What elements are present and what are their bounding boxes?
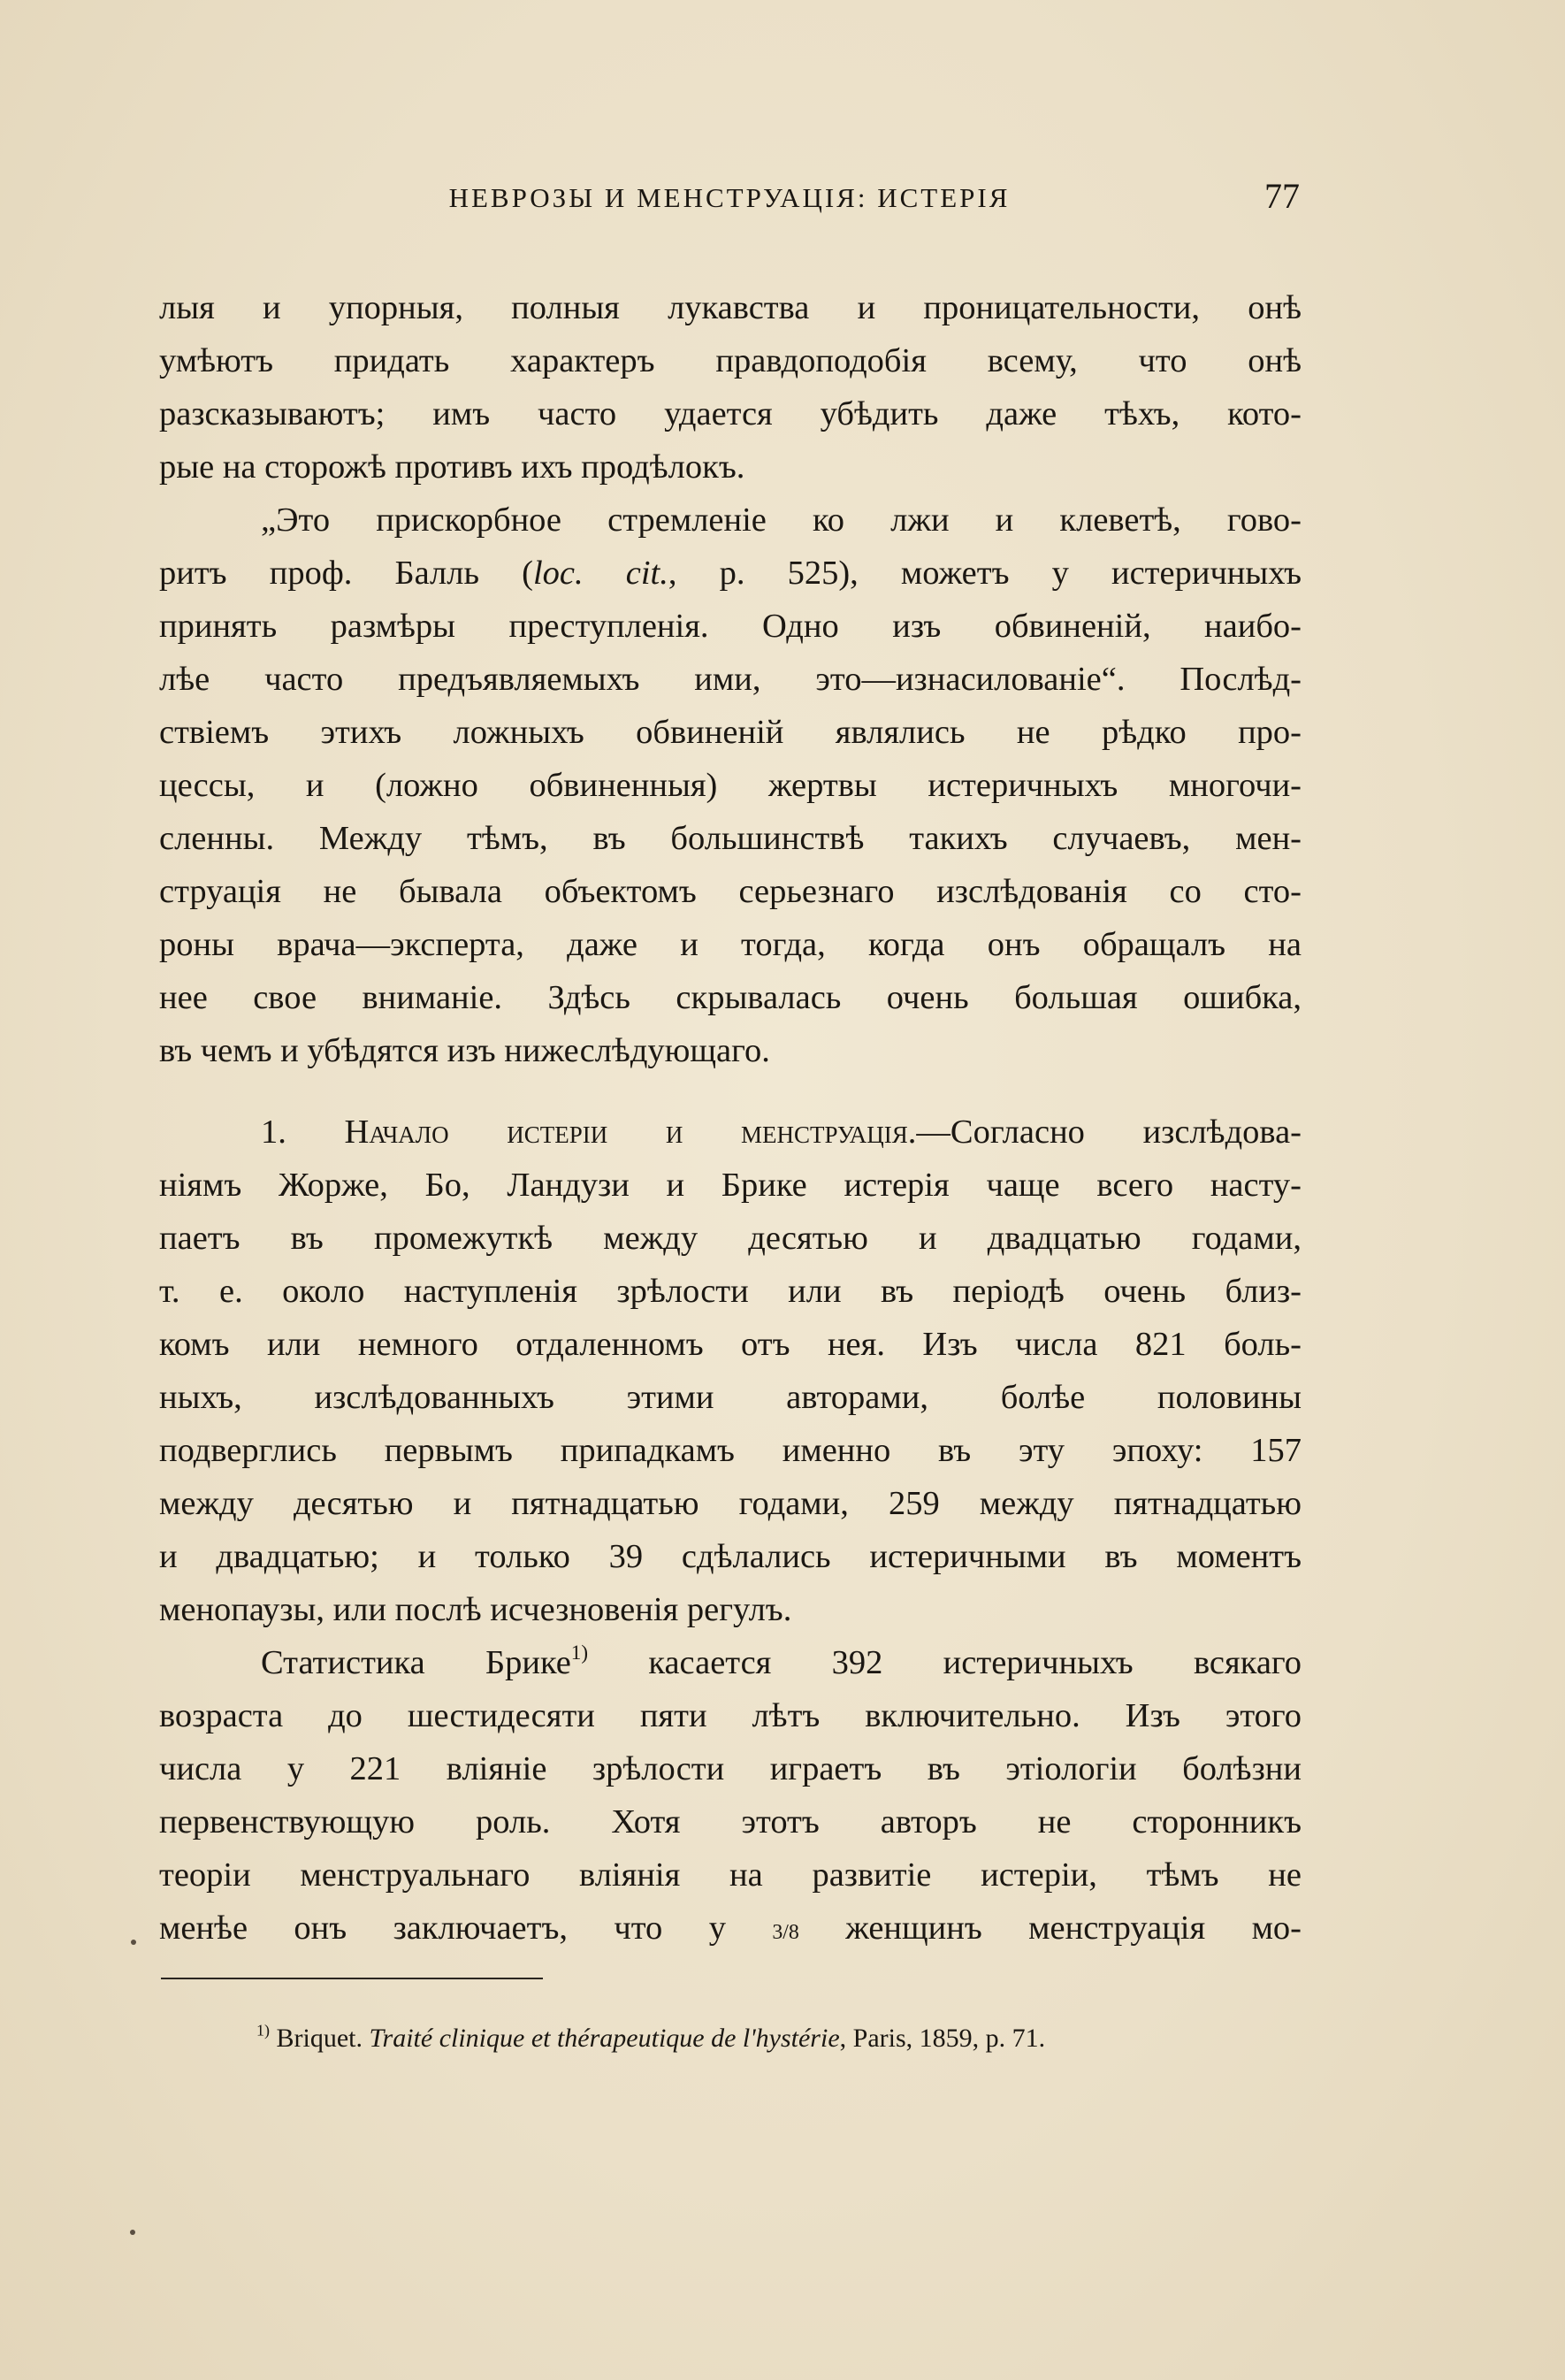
text-line: первенствующую роль. Хотя этотъ авторъ не сторонникъ bbox=[159, 1803, 1302, 1840]
text-line: числа у 221 вліяніе зрѣлости играетъ въ этіологіи болѣзни bbox=[159, 1750, 1302, 1787]
paper-speck bbox=[130, 2230, 135, 2235]
footnote bbox=[256, 2019, 1302, 2058]
text-line: нее свое вниманіе. Здѣсь скрывалась очень большая ошибка, bbox=[159, 979, 1302, 1016]
text-line-fraction: менѣе онъ заключаетъ, что у 3/8 женщинъ менструація мо- bbox=[159, 1909, 1302, 1947]
text-line: ныхъ, изслѣдованныхъ этими авторами, болѣе половины bbox=[159, 1379, 1302, 1416]
paragraph-quote bbox=[159, 494, 1302, 1077]
fraction: 3/8 bbox=[772, 1921, 799, 1944]
running-header bbox=[159, 175, 1300, 228]
footnote-divider bbox=[161, 1978, 543, 1979]
footnote-publication: , Paris, 1859, p. 71. bbox=[839, 2024, 1046, 2053]
section-paragraph bbox=[159, 1106, 1302, 1636]
text-line: въ чемъ и убѣдятся изъ нижеслѣдующаго. bbox=[159, 1032, 770, 1069]
text-line: паетъ въ промежуткѣ между десятью и двадцатью годами, bbox=[159, 1220, 1302, 1257]
text-line: сленны. Между тѣмъ, въ большинствѣ такихъ случаевъ, мен- bbox=[159, 820, 1302, 857]
citation-italic: loc. cit. bbox=[532, 555, 668, 592]
text-line: менопаузы, или послѣ исчезновенія регулъ. bbox=[159, 1591, 792, 1628]
text-line: рые на сторожѣ противъ ихъ продѣлокъ. bbox=[159, 448, 745, 486]
text-line: лыя и упорныя, полныя лукавства и проницательности, онѣ bbox=[159, 289, 1302, 326]
text-line: струація не бывала объектомъ серьезнаго изслѣдованія со сто- bbox=[159, 873, 1302, 910]
text-line: и двадцатью; и только 39 сдѣлались истеричными въ моментъ bbox=[159, 1538, 1302, 1575]
text-line: цессы, и (ложно обвиненныя) жертвы истеричныхъ многочи- bbox=[159, 767, 1302, 804]
running-title: НЕВРОЗЫ И МЕНСТРУАЦІЯ: ИСТЕРІЯ bbox=[448, 182, 1011, 213]
text-line: теоріи менструальнаго вліянія на развитіе истеріи, тѣмъ не bbox=[159, 1856, 1302, 1894]
section-heading: Начало истеріи и менструація. bbox=[344, 1113, 917, 1151]
text-line: ствіемъ этихъ ложныхъ обвиненій являлись не рѣдко про- bbox=[159, 714, 1302, 751]
text-line: комъ или немного отдаленномъ отъ нея. Изъ числа 821 боль- bbox=[159, 1326, 1302, 1363]
section-number: 1. bbox=[261, 1113, 286, 1151]
text-line: „Это прискорбное стремленіе ко лжи и клеветѣ, гово- bbox=[261, 501, 1302, 539]
text-line: между десятью и пятнадцатью годами, 259 между пятнадцатью bbox=[159, 1485, 1302, 1522]
footnote-marker: 1) bbox=[256, 2021, 270, 2039]
footnote-reference: 1) bbox=[570, 1640, 589, 1664]
footnote-title: Traité clinique et thérapeutique de l'hystérie bbox=[369, 2024, 840, 2053]
paragraph-statistics bbox=[159, 1636, 1302, 1955]
text-block-section bbox=[159, 1106, 1302, 1955]
text-line: роны врача—эксперта, даже и тогда, когда онъ обращалъ на bbox=[159, 926, 1302, 963]
page-number: 77 bbox=[1264, 176, 1300, 216]
footnote-author: Briquet. bbox=[276, 2024, 363, 2053]
text-line: т. е. около наступленія зрѣлости или въ періодѣ очень близ- bbox=[159, 1273, 1302, 1310]
text-line: подверглись первымъ припадкамъ именно въ эту эпоху: 157 bbox=[159, 1432, 1302, 1469]
section-heading-line: 1. Начало истеріи и менструація.—Согласно изслѣдова- bbox=[261, 1113, 1302, 1151]
text-line: принять размѣры преступленія. Одно изъ обвиненій, наибо- bbox=[159, 608, 1302, 645]
text-line: возраста до шестидесяти пяти лѣтъ включительно. Изъ этого bbox=[159, 1697, 1302, 1734]
paper-speck bbox=[131, 1940, 136, 1945]
text-line: ніямъ Жорже, Бо, Ландузи и Брике истерія чаще всего насту- bbox=[159, 1167, 1302, 1204]
paragraph-continued bbox=[159, 281, 1302, 494]
text-block-upper bbox=[159, 281, 1302, 1077]
text-line: лѣе часто предъявляемыхъ ими, это—изнасилованіе“. Послѣд- bbox=[159, 661, 1302, 698]
text-line: разсказываютъ; имъ часто удается убѣдить даже тѣхъ, кото- bbox=[159, 395, 1302, 432]
text-line-citation: ритъ проф. Балль (loc. cit., p. 525), можетъ у истеричныхъ bbox=[159, 555, 1302, 592]
text-line: умѣютъ придать характеръ правдоподобія всему, что онѣ bbox=[159, 342, 1302, 379]
text-line-with-footnote-ref: Статистика Брике$^{1)}$ касается 392 истеричныхъ всякаго bbox=[261, 1640, 1302, 1681]
